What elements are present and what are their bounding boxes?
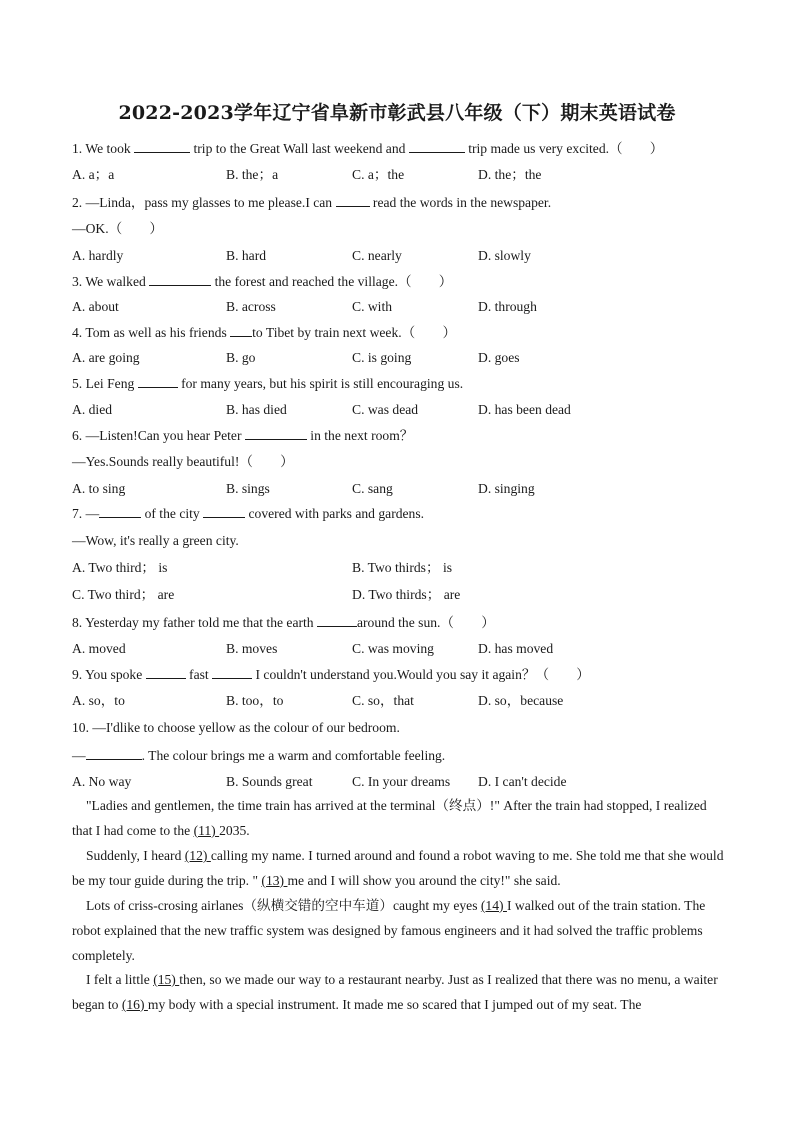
option-c: C. nearly (352, 248, 402, 263)
option-c: C. so，that (352, 693, 414, 708)
option-c: C. is going (352, 350, 412, 365)
option-a: A. died (72, 402, 113, 417)
option-b: B. across (226, 299, 276, 314)
option-b: B. moves (226, 641, 278, 656)
passage-paragraph-1: "Ladies and gentlemen, the time train has arrived at the terminal（终点）!" After the train had stopped, I realized that I had come to the (11) 2035. (72, 798, 707, 838)
option-b: B. the；a (226, 167, 279, 182)
question-9-stem: 9. You spoke fast I couldn't understand you.Would you say it again？（ ） (72, 667, 590, 682)
option-d: D. Two thirds； are (352, 587, 461, 602)
blank (409, 139, 465, 153)
blank (149, 272, 211, 286)
question-5-stem: 5. Lei Feng for many years, but his spirit is still encouraging us. (72, 376, 464, 391)
option-b: B. has died (226, 402, 287, 417)
blank (212, 665, 252, 679)
blank (336, 193, 370, 207)
option-b: B. go (226, 350, 256, 365)
option-d: D. has been dead (478, 402, 571, 417)
blank-11: (11) (193, 822, 220, 838)
blank-14: (14) (480, 898, 507, 913)
question-7-stem: 7. — of the city covered with parks and gardens. (72, 506, 425, 521)
option-d: D. has moved (478, 641, 554, 656)
question-3-stem: 3. We walked the forest and reached the village.（ ） (72, 274, 453, 289)
blank (86, 746, 142, 760)
question-6-stem: 6. —Listen!Can you hear Peter in the next room？ (72, 428, 414, 443)
option-d: D. through (478, 299, 537, 314)
blank (317, 613, 357, 627)
option-a: A. No way (72, 774, 132, 789)
question-2-stem-2: —OK.（ ） (72, 221, 164, 236)
question-8-stem: 8. Yesterday my father told me that the earth around the sun.（ ） (72, 615, 495, 630)
passage-paragraph-4: I felt a little (15) then, so we made our way to a restaurant nearby. Just as I realized that there was no menu, a waiter began to (16) my body with a special instrument. It made me so scared that I jumped out of my seat. The (72, 972, 718, 1012)
option-c: C. In your dreams (352, 774, 451, 789)
option-d: D. singing (478, 481, 535, 496)
blank-12: (12) (184, 848, 211, 863)
option-a: A. so，to (72, 693, 125, 708)
question-1-stem: 1. We took trip to the Great Wall last weekend and trip made us very excited.（ ） (72, 141, 664, 156)
option-c: C. sang (352, 481, 393, 496)
passage-paragraph-3: Lots of criss-crosing airlanes（纵横交错的空中车道）caught my eyes (14) I walked out of the train station. The robot explained that the new traffic system was designed by famous engineers and it had solved the traffic problems completely. (72, 898, 706, 963)
option-c: C. was dead (352, 402, 419, 417)
question-10-stem: 10. —I'dlike to choose yellow as the colour of our bedroom. (72, 720, 400, 735)
option-a: A. a；a (72, 167, 115, 182)
question-2-stem: 2. —Linda，pass my glasses to me please.I can read the words in the newspaper. (72, 195, 552, 210)
option-a: A. are going (72, 350, 140, 365)
option-a: A. to sing (72, 481, 126, 496)
question-4-stem: 4. Tom as well as his friends to Tibet by train next week.（ ） (72, 325, 457, 340)
option-c: C. a；the (352, 167, 405, 182)
option-d: D. slowly (478, 248, 531, 263)
option-b: B. too，to (226, 693, 284, 708)
question-10-stem-2: — . The colour brings me a warm and comfortable feeling. (72, 748, 446, 763)
blank (138, 374, 178, 388)
option-a: A. moved (72, 641, 126, 656)
blank (245, 426, 307, 440)
question-7-stem-2: —Wow, it's really a green city. (72, 533, 239, 548)
page-title: 2022-2023学年辽宁省阜新市彰武县八年级（下）期末英语试卷 (118, 102, 676, 124)
passage-paragraph-2: Suddenly, I heard (12) calling my name. I turned around and found a robot waving to me. She told me that she would be my tour guide during the trip. " (13) me and I will show you around the city!" she said. (72, 848, 724, 888)
option-c: C. Two third； are (72, 587, 175, 602)
option-d: D. goes (478, 350, 520, 365)
blank (230, 323, 252, 337)
option-a: A. hardly (72, 248, 124, 263)
blank-16: (16) (121, 996, 148, 1012)
blank-13: (13) (261, 872, 288, 888)
option-b: B. Sounds great (226, 774, 313, 789)
option-d: D. the；the (478, 167, 542, 182)
blank (99, 504, 141, 518)
option-d: D. so，because (478, 693, 564, 708)
option-b: B. sings (226, 481, 270, 496)
blank-15: (15) (153, 972, 180, 987)
option-a: A. Two third； is (72, 560, 168, 575)
option-d: D. I can't decide (478, 774, 567, 789)
question-6-stem-2: —Yes.Sounds really beautiful!（ ） (72, 454, 294, 469)
blank (203, 504, 245, 518)
blank (134, 139, 190, 153)
option-c: C. with (352, 299, 393, 314)
option-c: C. was moving (352, 641, 434, 656)
option-b: B. hard (226, 248, 267, 263)
blank (146, 665, 186, 679)
option-b: B. Two thirds； is (352, 560, 453, 575)
option-a: A. about (72, 299, 119, 314)
